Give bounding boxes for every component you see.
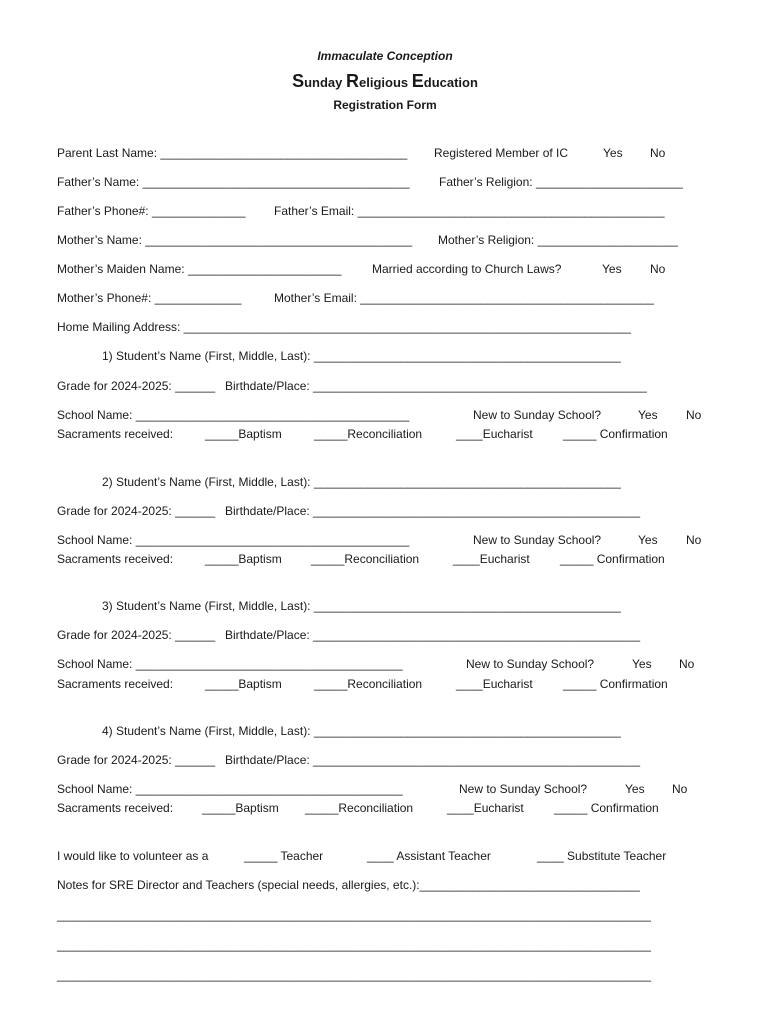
form-title: Registration Form	[333, 98, 437, 112]
student-4-birth-field[interactable]: Birthdate/Place: _________________________________________________	[225, 753, 641, 767]
student-2-new-yes-option[interactable]: Yes	[638, 533, 658, 547]
student-1-new-label: New to Sunday School?	[473, 408, 602, 422]
mother-maiden-name-field[interactable]: Mother’s Maiden Name: _______________________	[57, 262, 342, 276]
father-name-field[interactable]: Father’s Name: ________________________________________	[57, 175, 410, 189]
student-4-grade-field[interactable]: Grade for 2024-2025: ______	[57, 753, 216, 767]
student-4-eucharist-field[interactable]: ____Eucharist	[447, 801, 524, 815]
student-1-birth-field[interactable]: Birthdate/Place: __________________________________________________	[225, 379, 647, 393]
student-2-baptism-field[interactable]: _____Baptism	[205, 552, 282, 566]
student-1-school-field[interactable]: School Name: _________________________________________	[57, 408, 410, 422]
student-3-new-yes-option[interactable]: Yes	[632, 657, 652, 671]
father-phone-field[interactable]: Father’s Phone#: ______________	[57, 204, 246, 218]
program-title	[0, 71, 770, 91]
student-1-confirmation-field[interactable]: _____ Confirmation	[563, 427, 668, 441]
notes-field[interactable]: Notes for SRE Director and Teachers (special needs, allergies, etc.):_________________________________	[57, 878, 640, 892]
notes-line-2[interactable]: _________________________________________________________________________________________	[57, 938, 651, 952]
student-4-baptism-field[interactable]: _____Baptism	[202, 801, 279, 815]
parent-last-name-field[interactable]: Parent Last Name: _____________________________________	[57, 146, 408, 160]
mother-phone-field[interactable]: Mother’s Phone#: _____________	[57, 291, 242, 305]
mother-email-field[interactable]: Mother’s Email: ____________________________________________	[274, 291, 654, 305]
registered-member-label: Registered Member of IC	[434, 146, 569, 160]
student-2-sacraments-label: Sacraments received:	[57, 552, 174, 566]
notes-line-1[interactable]: _________________________________________________________________________________________	[57, 908, 651, 922]
student-4-new-yes-option[interactable]: Yes	[625, 782, 645, 796]
student-4-new-label: New to Sunday School?	[459, 782, 588, 796]
notes-line-3[interactable]: _________________________________________________________________________________________	[57, 968, 651, 982]
student-4-confirmation-field[interactable]: _____ Confirmation	[554, 801, 659, 815]
student-3-sacraments-label: Sacraments received:	[57, 677, 174, 691]
registered-no-option[interactable]: No	[650, 146, 666, 160]
student-1-name-field[interactable]: 1) Student’s Name (First, Middle, Last): ______________________________________________	[102, 349, 621, 363]
mother-religion-field[interactable]: Mother’s Religion: _____________________	[438, 233, 678, 247]
student-2-grade-field[interactable]: Grade for 2024-2025: ______	[57, 504, 216, 518]
father-email-field[interactable]: Father’s Email: ______________________________________________	[274, 204, 665, 218]
parish-name: Immaculate Conception	[317, 49, 453, 63]
student-1-grade-field[interactable]: Grade for 2024-2025: ______	[57, 379, 216, 393]
student-2-name-field[interactable]: 2) Student’s Name (First, Middle, Last): ______________________________________________	[102, 475, 621, 489]
student-3-new-no-option[interactable]: No	[679, 657, 695, 671]
student-3-name-field[interactable]: 3) Student’s Name (First, Middle, Last): ______________________________________________	[102, 599, 621, 613]
father-religion-field[interactable]: Father’s Religion: ______________________	[439, 175, 683, 189]
student-4-name-field[interactable]: 4) Student’s Name (First, Middle, Last): ______________________________________________	[102, 724, 621, 738]
student-4-school-field[interactable]: School Name: ________________________________________	[57, 782, 403, 796]
home-address-field[interactable]: Home Mailing Address: ___________________________________________________________________	[57, 320, 631, 334]
volunteer-label: I would like to volunteer as a	[57, 849, 209, 863]
student-3-eucharist-field[interactable]: ____Eucharist	[456, 677, 533, 691]
student-4-sacraments-label: Sacraments received:	[57, 801, 174, 815]
student-3-confirmation-field[interactable]: _____ Confirmation	[563, 677, 668, 691]
student-1-sacraments-label: Sacraments received:	[57, 427, 174, 441]
student-1-eucharist-field[interactable]: ____Eucharist	[456, 427, 533, 441]
student-4-new-no-option[interactable]: No	[672, 782, 688, 796]
married-no-option[interactable]: No	[650, 262, 666, 276]
program-title-s: S	[292, 71, 305, 91]
married-church-laws-label: Married according to Church Laws?	[372, 262, 562, 276]
volunteer-substitute-option[interactable]: ____ Substitute Teacher	[537, 849, 667, 863]
program-title-e: E	[411, 71, 424, 91]
registered-yes-option[interactable]: Yes	[603, 146, 623, 160]
student-3-baptism-field[interactable]: _____Baptism	[205, 677, 282, 691]
program-title-r: R	[346, 71, 359, 91]
student-3-school-field[interactable]: School Name: ________________________________________	[57, 657, 403, 671]
student-2-school-field[interactable]: School Name: _________________________________________	[57, 533, 410, 547]
married-yes-option[interactable]: Yes	[602, 262, 622, 276]
student-1-new-yes-option[interactable]: Yes	[638, 408, 658, 422]
student-2-confirmation-field[interactable]: _____ Confirmation	[560, 552, 665, 566]
volunteer-teacher-option[interactable]: _____ Teacher	[244, 849, 324, 863]
mother-name-field[interactable]: Mother’s Name: ________________________________________	[57, 233, 413, 247]
student-3-new-label: New to Sunday School?	[466, 657, 595, 671]
program-title-unday: unday	[304, 75, 343, 90]
student-3-reconciliation-field[interactable]: _____Reconciliation	[314, 677, 423, 691]
student-2-reconciliation-field[interactable]: _____Reconciliation	[311, 552, 420, 566]
program-title-eligious: eligious	[359, 75, 409, 90]
student-1-baptism-field[interactable]: _____Baptism	[205, 427, 282, 441]
program-title-ducation: ducation	[423, 75, 478, 90]
student-2-new-label: New to Sunday School?	[473, 533, 602, 547]
student-2-new-no-option[interactable]: No	[686, 533, 702, 547]
student-4-reconciliation-field[interactable]: _____Reconciliation	[305, 801, 414, 815]
volunteer-assistant-option[interactable]: ____ Assistant Teacher	[367, 849, 491, 863]
student-1-new-no-option[interactable]: No	[686, 408, 702, 422]
student-2-eucharist-field[interactable]: ____Eucharist	[453, 552, 530, 566]
student-3-birth-field[interactable]: Birthdate/Place: _________________________________________________	[225, 628, 641, 642]
student-2-birth-field[interactable]: Birthdate/Place: _________________________________________________	[225, 504, 641, 518]
student-3-grade-field[interactable]: Grade for 2024-2025: ______	[57, 628, 216, 642]
student-1-reconciliation-field[interactable]: _____Reconciliation	[314, 427, 423, 441]
